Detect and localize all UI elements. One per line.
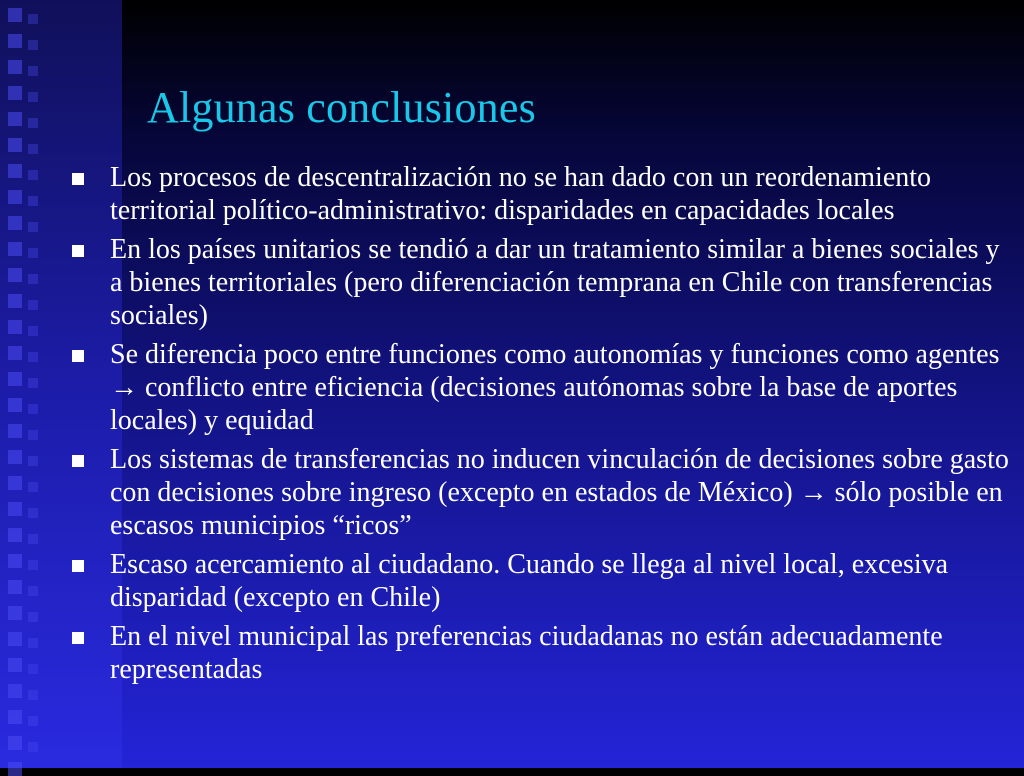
decorative-square	[8, 268, 22, 282]
decorative-square	[28, 716, 38, 726]
decorative-square	[8, 8, 22, 22]
decorative-square	[8, 710, 22, 724]
decorative-square-column-secondary	[28, 0, 46, 768]
decorative-square	[28, 482, 38, 492]
bullet-item	[70, 233, 1016, 332]
decorative-square	[28, 586, 38, 596]
decorative-square	[8, 606, 22, 620]
decorative-square	[8, 398, 22, 412]
bullet-text: Los procesos de descentralización no se han dado con un reordenamiento territorial político-administrativo: disparidades en capacidades locales	[110, 162, 932, 226]
decorative-square	[28, 144, 38, 154]
bullet-text: Los sistemas de transferencias no inducen vinculación de decisiones sobre gasto con decisiones sobre ingreso (excepto en estados de México) → sólo posible en escasos municipios “ricos”	[110, 444, 1009, 541]
decorative-square	[28, 430, 38, 440]
decorative-square	[28, 92, 38, 102]
decorative-square	[8, 632, 22, 646]
square-bullet-icon	[72, 245, 84, 257]
decorative-square	[28, 456, 38, 466]
decorative-square	[28, 404, 38, 414]
bullet-item	[70, 548, 1016, 614]
decorative-square	[8, 762, 22, 776]
bullet-item	[70, 443, 1016, 542]
decorative-square	[8, 190, 22, 204]
decorative-square	[8, 450, 22, 464]
square-bullet-icon	[72, 455, 84, 467]
decorative-square	[28, 638, 38, 648]
bullet-text: Se diferencia poco entre funciones como autonomías y funciones como agentes → conflicto entre eficiencia (decisiones autónomas sobre la base de aportes locales) y equidad	[110, 339, 1000, 436]
decorative-square	[8, 34, 22, 48]
decorative-square	[28, 378, 38, 388]
decorative-square	[8, 346, 22, 360]
decorative-square	[8, 554, 22, 568]
decorative-square	[28, 248, 38, 258]
decorative-square	[8, 528, 22, 542]
decorative-square	[28, 274, 38, 284]
decorative-square	[8, 684, 22, 698]
decorative-square	[28, 742, 38, 752]
decorative-square	[28, 40, 38, 50]
decorative-square	[8, 502, 22, 516]
decorative-square	[28, 196, 38, 206]
bullet-text: En los países unitarios se tendió a dar un tratamiento similar a bienes sociales y a bienes territoriales (pero diferenciación temprana en Chile con transferencias sociales)	[110, 234, 1000, 331]
decorative-square	[28, 222, 38, 232]
decorative-square	[28, 118, 38, 128]
decorative-square	[28, 508, 38, 518]
square-bullet-icon	[72, 632, 84, 644]
decorative-square	[28, 690, 38, 700]
bullet-list	[70, 161, 1016, 692]
decorative-square	[28, 612, 38, 622]
decorative-square	[8, 320, 22, 334]
decorative-square	[28, 170, 38, 180]
decorative-square	[28, 352, 38, 362]
decorative-square	[28, 14, 38, 24]
decorative-square	[28, 560, 38, 570]
decorative-square	[8, 424, 22, 438]
decorative-square	[8, 138, 22, 152]
decorative-square	[8, 294, 22, 308]
decorative-square	[8, 86, 22, 100]
decorative-square	[8, 580, 22, 594]
decorative-square	[28, 326, 38, 336]
decorative-square	[28, 66, 38, 76]
bullet-item	[70, 338, 1016, 437]
decorative-square	[8, 736, 22, 750]
decorative-square	[8, 216, 22, 230]
decorative-square	[8, 242, 22, 256]
square-bullet-icon	[72, 173, 84, 185]
decorative-square	[8, 60, 22, 74]
bullet-item	[70, 620, 1016, 686]
decorative-square	[8, 476, 22, 490]
decorative-square-column	[8, 0, 26, 768]
square-bullet-icon	[72, 560, 84, 572]
bullet-text: En el nivel municipal las preferencias ciudadanas no están adecuadamente representadas	[110, 621, 943, 685]
slide-title: Algunas conclusiones	[147, 83, 536, 132]
decorative-square	[8, 372, 22, 386]
bullet-item	[70, 161, 1016, 227]
decorative-square	[28, 300, 38, 310]
decorative-square	[28, 664, 38, 674]
decorative-square	[28, 534, 38, 544]
bullet-text: Escaso acercamiento al ciudadano. Cuando se llega al nivel local, excesiva disparidad (excepto en Chile)	[110, 549, 949, 613]
decorative-square	[8, 658, 22, 672]
decorative-square	[8, 164, 22, 178]
decorative-square	[8, 112, 22, 126]
square-bullet-icon	[72, 350, 84, 362]
